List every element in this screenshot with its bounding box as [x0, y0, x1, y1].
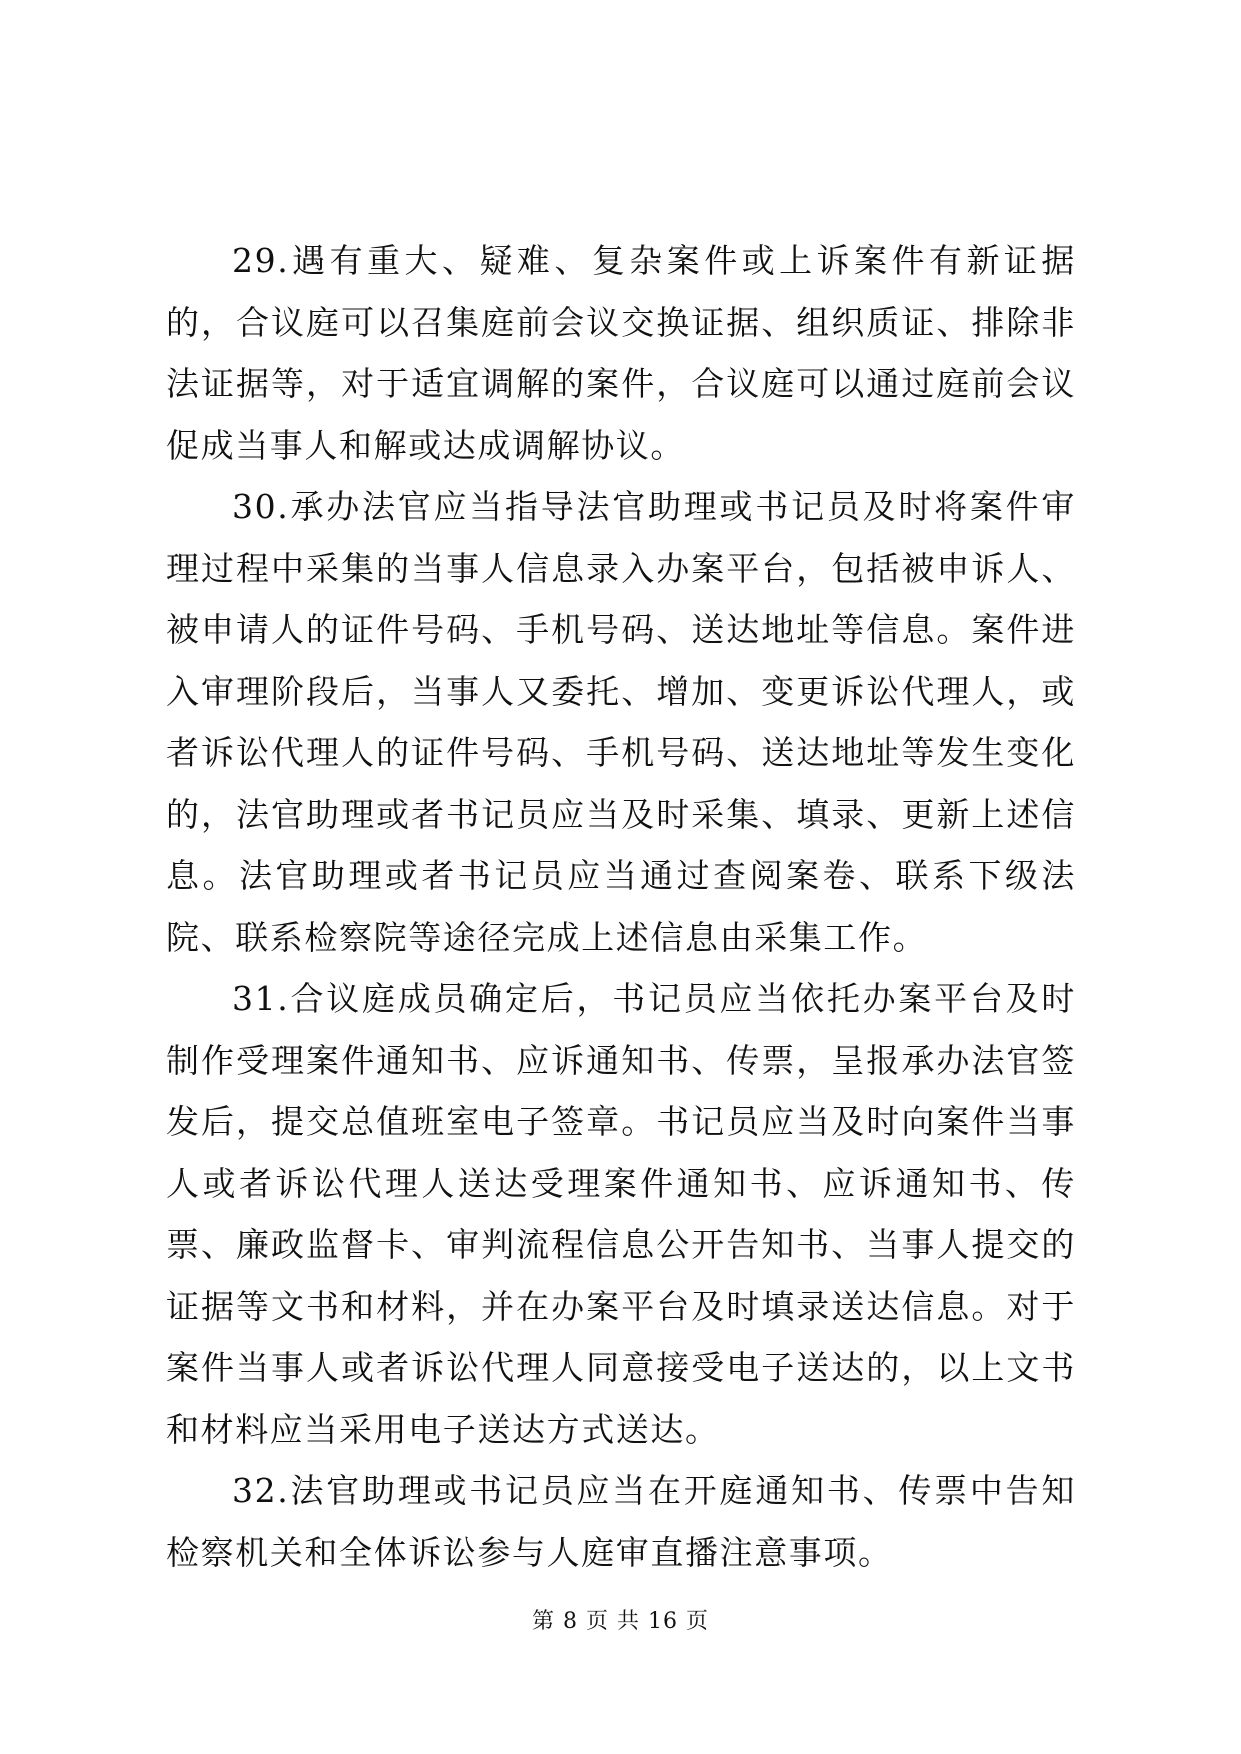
paragraph-32: 32.法官助理或书记员应当在开庭通知书、传票中告知检察机关和全体诉讼参与人庭审直播注意事项。 [166, 1471, 1076, 1572]
paragraph-31: 31.合议庭成员确定后，书记员应当依托办案平台及时制作受理案件通知书、应诉通知书、传票，呈报承办法官签发后，提交总值班室电子签章。书记员应当及时向案件当事人或者诉讼代理人送达受理案件通知书、应诉通知书、传票、廉政监督卡、审判流程信息公开告知书、当事人提交的证据等文书和材料，并在办案平台及时填录送达信息。对于案件当事人或者诉讼代理人同意接受电子送达的，以上文书和材料应当采用电子送达方式送达。 [166, 979, 1076, 1449]
page-number-footer: 第 8 页 共 16 页 [532, 1609, 709, 1634]
document-body [166, 230, 1076, 1583]
paragraph-29: 29.遇有重大、疑难、复杂案件或上诉案件有新证据的，合议庭可以召集庭前会议交换证据、组织质证、排除非法证据等，对于适宜调解的案件，合议庭可以通过庭前会议促成当事人和解或达成调解协议。 [166, 241, 1076, 465]
paragraph-30: 30.承办法官应当指导法官助理或书记员及时将案件审理过程中采集的当事人信息录入办案平台，包括被申诉人、被申请人的证件号码、手机号码、送达地址等信息。案件进入审理阶段后，当事人又委托、增加、变更诉讼代理人，或者诉讼代理人的证件号码、手机号码、送达地址等发生变化的，法官助理或者书记员应当及时采集、填录、更新上述信息。法官助理或者书记员应当通过查阅案卷、联系下级法院、联系检察院等途径完成上述信息由采集工作。 [166, 487, 1076, 957]
